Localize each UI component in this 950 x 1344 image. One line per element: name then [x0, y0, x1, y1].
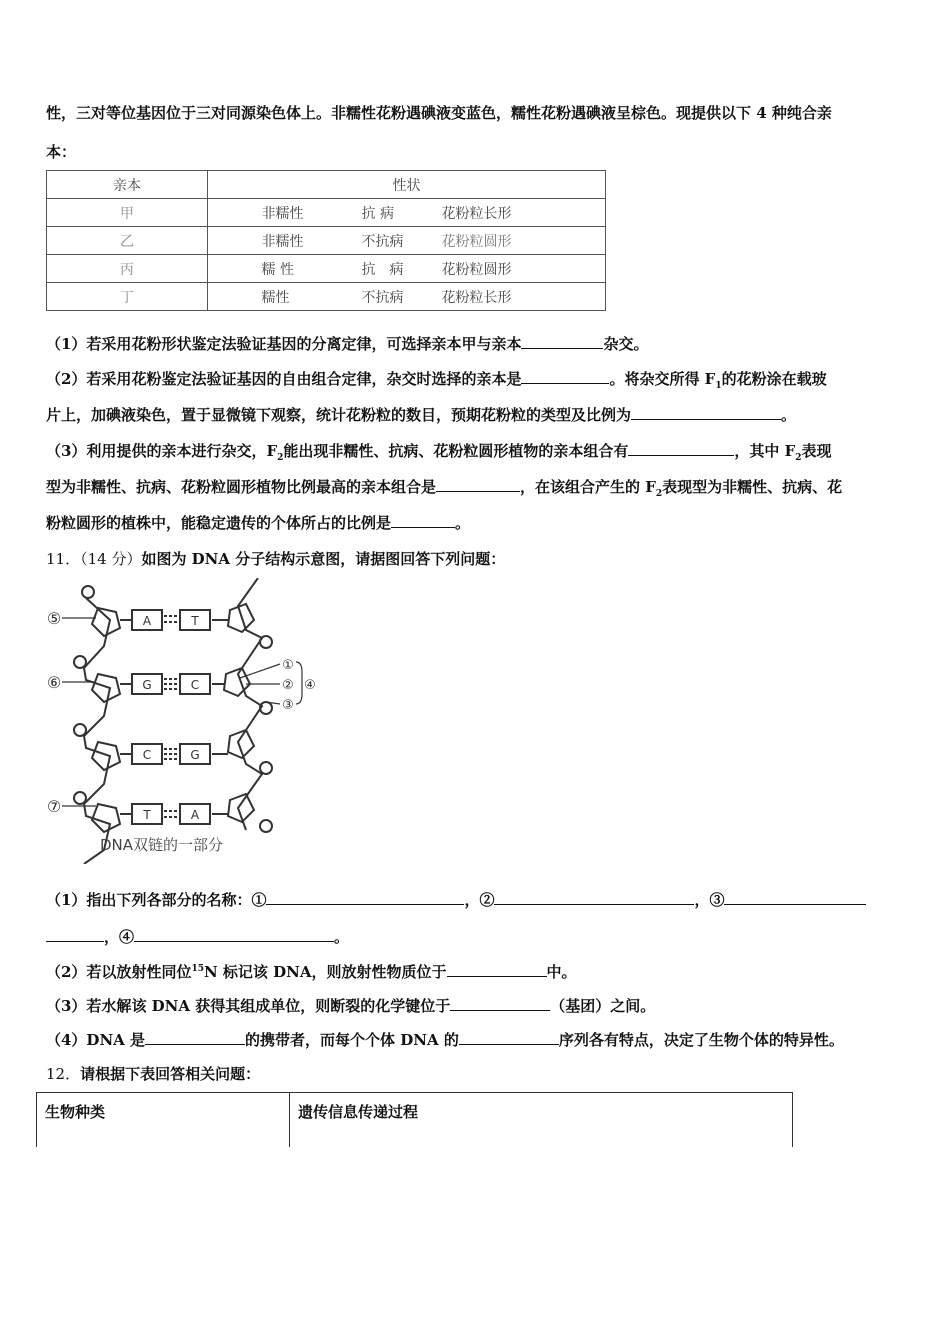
trait-waxy: 非糯性: [261, 205, 304, 222]
phosphate: [260, 636, 272, 648]
pentose-sugar: [228, 730, 254, 758]
q10-part2: [46, 368, 827, 391]
base-letter: A: [142, 614, 152, 628]
answer-blank[interactable]: [521, 369, 609, 384]
question-title: 请根据下表回答相关问题：: [80, 1065, 261, 1083]
intro-line-1: 性，三对等位基因位于三对同源染色体上。非糯性花粉遇碘液变蓝色，糯性花粉遇碘液呈棕色。现提供以下 4 种纯合亲: [46, 104, 832, 122]
parent-traits: [208, 199, 606, 227]
answer-blank[interactable]: [628, 441, 734, 456]
q10-part1: [46, 333, 648, 354]
base-letter: T: [143, 808, 151, 822]
phosphate: [260, 820, 272, 832]
q11-part4: [46, 1029, 844, 1050]
base-letter: T: [191, 614, 199, 628]
answer-blank[interactable]: [266, 890, 464, 905]
parent-name: 乙: [47, 227, 208, 255]
phosphate: [260, 762, 272, 774]
answer-blank[interactable]: [724, 890, 866, 905]
parent-traits: [208, 283, 606, 311]
answer-blank[interactable]: [631, 405, 781, 420]
q10-part3-cont: [46, 476, 842, 499]
answer-blank[interactable]: [494, 890, 694, 905]
q10-part3-cont2: [46, 512, 470, 533]
header-trait: 性状: [208, 171, 606, 199]
q10-part3-text4: 表现: [801, 442, 832, 460]
answer-blank[interactable]: [450, 996, 550, 1011]
q11-part3: [46, 995, 655, 1016]
q10-part3-text: （3）利用提供的亲本进行杂交，F: [46, 442, 278, 460]
answer-blank[interactable]: [46, 927, 104, 942]
right-backbone: [238, 578, 262, 830]
q11-part1-text: （1）指出下列各部分的名称：①: [46, 891, 267, 909]
trait-pollen: 花粉粒圆形: [441, 261, 512, 278]
parent-name: 甲: [47, 199, 208, 227]
q10-part2-text: （2）若采用花粉鉴定法验证基因的自由组合定律，杂交时选择的亲本是: [46, 370, 522, 388]
trait-disease: 抗 病: [361, 205, 394, 222]
q12-title: [46, 1063, 260, 1084]
q10-part2-mid: 。将杂交所得 F: [609, 370, 716, 388]
label-2: ②: [282, 678, 294, 693]
answer-blank[interactable]: [459, 1030, 559, 1045]
label-4: ④: [304, 678, 316, 693]
subscript: 1: [715, 381, 722, 391]
q11-part4-text: （4）DNA 是: [46, 1031, 146, 1049]
q10-part1-text: （1）若采用花粉形状鉴定法验证基因的分离定律，可选择亲本甲与亲本: [46, 335, 522, 353]
question-number: 12．: [46, 1065, 81, 1083]
question-number: 11．（14 分）: [46, 550, 142, 568]
phosphate: [74, 792, 86, 804]
base-letter: A: [190, 808, 200, 822]
base-letter: G: [190, 748, 200, 762]
trait-pollen: 花粉粒长形: [441, 289, 512, 306]
base-letter: C: [142, 748, 152, 762]
q10-part3-cont-text: 型为非糯性、抗病、花粉粒圆形植物比例最高的亲本组合是: [46, 478, 437, 496]
q10-part3-text3: ，其中 F: [734, 442, 796, 460]
q10-part2-end: 的花粉涂在载玻: [721, 370, 827, 388]
answer-blank[interactable]: [447, 962, 547, 977]
q11-part2: [46, 961, 577, 982]
trait-waxy: 糯 性: [261, 261, 294, 278]
trait-pollen: 花粉粒长形: [441, 205, 512, 222]
label-5: ⑤: [46, 609, 62, 628]
q10-part3-cont2-end: 。: [455, 514, 471, 532]
q10-part3-cont-text3: 表现型为非糯性、抗病、花: [662, 478, 843, 496]
q10-part2-cont-text: 片上，加碘液染色，置于显微镜下观察，统计花粉粒的数目，预期花粉粒的类型及比例为: [46, 406, 632, 424]
q11-part3-text: （3）若水解该 DNA 获得其组成单位，则断裂的化学键位于: [46, 997, 451, 1015]
trait-disease: 不抗病: [361, 289, 404, 306]
q10-part1-end: 杂交。: [603, 335, 649, 353]
table-row: [47, 227, 606, 255]
q11-part3-end: （基团）之间。: [550, 997, 656, 1015]
subscript: 2: [277, 453, 284, 463]
answer-blank[interactable]: [436, 477, 520, 492]
subscript: 2: [655, 489, 663, 499]
q11-part1-end: 。: [334, 928, 350, 946]
answer-blank[interactable]: [521, 334, 603, 349]
parent-traits: [208, 255, 606, 283]
header-process: 遗传信息传递过程: [290, 1093, 793, 1148]
dna-structure-diagram: [40, 578, 330, 864]
parents-table: [46, 170, 606, 311]
answer-blank[interactable]: [391, 513, 455, 528]
parent-traits: [208, 227, 606, 255]
trait-disease: 不抗病: [361, 233, 404, 250]
q10-part3-cont2-text: 粉粒圆形的植株中，能稳定遗传的个体所占的比例是: [46, 514, 392, 532]
pentose-sugar: [92, 674, 120, 702]
answer-blank[interactable]: [134, 927, 334, 942]
question-title: 如图为 DNA 分子结构示意图，请据图回答下列问题：: [141, 550, 506, 568]
label-6: ⑥: [46, 673, 62, 692]
header-species: 生物种类: [37, 1093, 290, 1148]
phosphate: [74, 724, 86, 736]
trait-waxy: 非糯性: [261, 233, 304, 250]
q11-part1-sep2: ，③: [694, 891, 725, 909]
q10-part3-cont-text2: ，在该组合产生的 F: [520, 478, 656, 496]
table-header-row: [47, 171, 606, 199]
q11-part1-sep3: ，④: [104, 928, 135, 946]
pentose-sugar: [92, 804, 120, 832]
trait-waxy: 糯性: [261, 289, 290, 306]
trait-pollen: 花粉粒圆形: [441, 233, 512, 250]
q11-part1-cont: [46, 926, 349, 947]
phosphate: [74, 656, 86, 668]
table-row: [47, 283, 606, 311]
header-parent: 亲本: [47, 171, 208, 199]
q11-part2-text: （2）若以放射性同位: [46, 963, 192, 981]
pentose-sugar: [92, 742, 120, 770]
q11-part4-text2: 的携带者，而每个个体 DNA 的: [245, 1031, 459, 1049]
table-row: [47, 255, 606, 283]
q11-part2-text2: N 标记该 DNA，则放射性物质位于: [203, 963, 447, 981]
pentose-sugar: [92, 608, 120, 636]
parent-name: 丁: [47, 283, 208, 311]
label-1: ①: [282, 658, 294, 673]
q10-part2-cont-end: 。: [781, 406, 797, 424]
phosphate: [82, 586, 94, 598]
q10-part3-text2: 能出现非糯性、抗病、花粉粒圆形植物的亲本组合有: [283, 442, 629, 460]
q10-part2-cont: [46, 404, 796, 425]
q11-part1-sep: ，②: [464, 891, 495, 909]
base-letter: G: [142, 678, 152, 692]
base-letter: C: [190, 678, 200, 692]
q11-part1: [46, 889, 866, 910]
q10-part3: [46, 440, 832, 463]
info-table: [36, 1092, 793, 1147]
q11-part4-end: 序列各有特点，决定了生物个体的特异性。: [558, 1031, 844, 1049]
table-row: [47, 199, 606, 227]
label-3: ③: [282, 698, 294, 713]
intro-line-2: 本：: [46, 143, 77, 161]
q11-title: [46, 548, 505, 569]
trait-disease: 抗 病: [361, 261, 404, 278]
pentose-sugar: [224, 668, 250, 696]
figure-caption: DNA双链的一部分: [100, 836, 224, 854]
q11-part2-end: 中。: [546, 963, 577, 981]
parent-name: 丙: [47, 255, 208, 283]
superscript: 15: [191, 964, 204, 974]
table-header-row: [37, 1093, 793, 1148]
subscript: 2: [795, 453, 802, 463]
label-7: ⑦: [46, 797, 62, 816]
answer-blank[interactable]: [145, 1030, 245, 1045]
